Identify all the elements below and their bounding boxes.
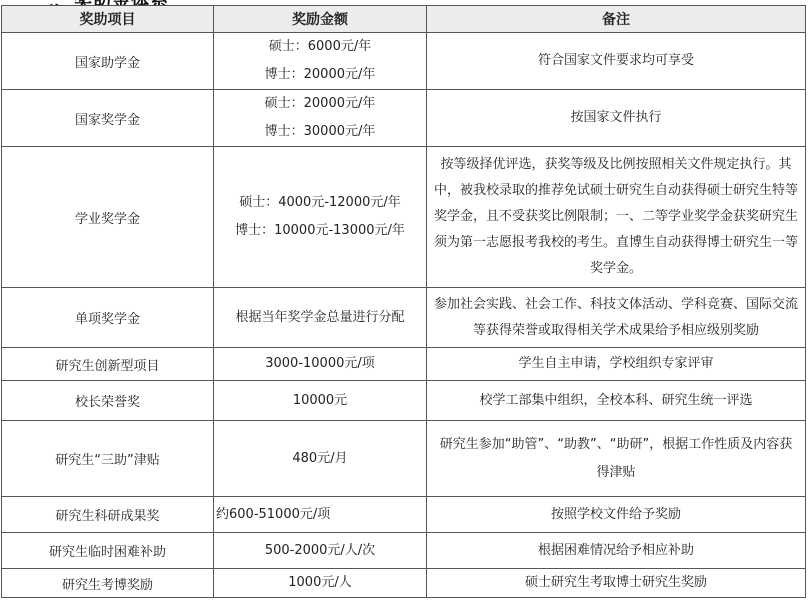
amount-cell — [214, 381, 427, 421]
project-cell: 研究生临时困难补助 — [2, 533, 214, 569]
project-cell: 国家助学金 — [2, 33, 214, 90]
note-line: 研究生参加“助管”、“助教”、“助研”，根据工作性质及内容获 — [439, 436, 793, 452]
table-row — [2, 497, 806, 533]
amount-cell — [214, 33, 427, 90]
amount-cell — [214, 421, 427, 497]
note-cell — [427, 569, 806, 598]
amount-cell — [214, 569, 427, 598]
note-line: 根据困难情况给予相应补助 — [537, 542, 694, 558]
amount-cell — [214, 147, 427, 288]
table-row — [2, 421, 806, 497]
amount-line: 博士：10000元-13000元/年 — [235, 223, 405, 238]
amount-line: 10000元 — [292, 392, 348, 408]
amount-line: 博士：20000元/年 — [264, 67, 376, 82]
amount-cell — [214, 90, 427, 147]
project-cell: 校长荣誉奖 — [2, 381, 214, 421]
table-row — [2, 147, 806, 288]
note-cell — [427, 147, 806, 288]
amount-line: 480元/月 — [292, 450, 348, 466]
note-cell — [427, 288, 806, 348]
table-row — [2, 569, 806, 598]
project-cell: 学业奖学金 — [2, 147, 214, 288]
note-line: 按等级择优评选，获奖等级及比例按照相关文件规定执行。其 — [440, 157, 792, 172]
amount-line: 硕士：6000元/年 — [268, 39, 372, 54]
amount-cell — [214, 533, 427, 569]
note-cell — [427, 90, 806, 147]
table-row — [2, 33, 806, 90]
note-line: 参加社会实践、社会工作、科技文体活动、学科竞赛、国际交流 — [433, 296, 798, 312]
header-project: 奖助项目 — [2, 6, 214, 33]
note-cell — [427, 497, 806, 533]
amount-line: 博士：30000元/年 — [264, 124, 376, 139]
table-row — [2, 533, 806, 569]
table-row — [2, 90, 806, 147]
note-line: 奖学金。 — [589, 261, 642, 276]
note-line: 符合国家文件要求均可享受 — [537, 53, 694, 68]
amount-cell — [214, 348, 427, 381]
table-row — [2, 348, 806, 381]
scholarship-table — [1, 5, 806, 598]
note-cell — [427, 348, 806, 381]
header-note: 备注 — [427, 6, 806, 33]
note-line: 硕士研究生考取博士研究生奖励 — [524, 575, 707, 590]
amount-line: 硕士：20000元/年 — [264, 96, 376, 111]
project-cell: 研究生创新型项目 — [2, 348, 214, 381]
amount-line: 约600-51000元/项 — [216, 506, 331, 522]
note-line: 学生自主申请，学校组织专家评审 — [518, 356, 714, 371]
note-line: 按国家文件执行 — [570, 110, 662, 125]
note-line: 校学工部集中组织，全校本科、研究生统一评选 — [479, 392, 753, 408]
note-line: 得津贴 — [596, 464, 636, 480]
amount-line: 1000元/人 — [288, 575, 352, 590]
table-row — [2, 288, 806, 348]
note-cell — [427, 33, 806, 90]
project-cell: 研究生“三助”津贴 — [2, 421, 214, 497]
amount-line: 500-2000元/人/次 — [264, 542, 376, 558]
table-row — [2, 381, 806, 421]
project-cell: 国家奖学金 — [2, 90, 214, 147]
note-cell — [427, 533, 806, 569]
note-line: 按照学校文件给予奖励 — [550, 506, 681, 522]
project-cell: 研究生科研成果奖 — [2, 497, 214, 533]
note-line: 中，被我校录取的推荐免试硕士研究生自动获得硕士研究生特等 — [433, 183, 798, 198]
note-cell — [427, 381, 806, 421]
project-cell: 单项奖学金 — [2, 288, 214, 348]
table-header-row — [2, 6, 806, 33]
note-line: 奖学金，且不受获奖比例限制；一、二等学业奖学金获奖研究生 — [433, 209, 798, 224]
project-cell: 研究生考博奖励 — [2, 569, 214, 598]
amount-cell — [214, 288, 427, 348]
amount-line: 3000-10000元/项 — [265, 356, 375, 371]
amount-cell — [214, 497, 427, 533]
amount-line: 硕士：4000元-12000元/年 — [239, 195, 401, 210]
header-amount: 奖励金额 — [214, 6, 427, 33]
note-cell — [427, 421, 806, 497]
amount-line: 根据当年奖学金总量进行分配 — [235, 309, 405, 325]
note-line: 须为第一志愿报考我校的考生。直博生自动获得博士研究生一等 — [433, 235, 798, 250]
note-line: 等获得荣誉或取得相关学术成果给予相应级别奖励 — [472, 322, 759, 338]
